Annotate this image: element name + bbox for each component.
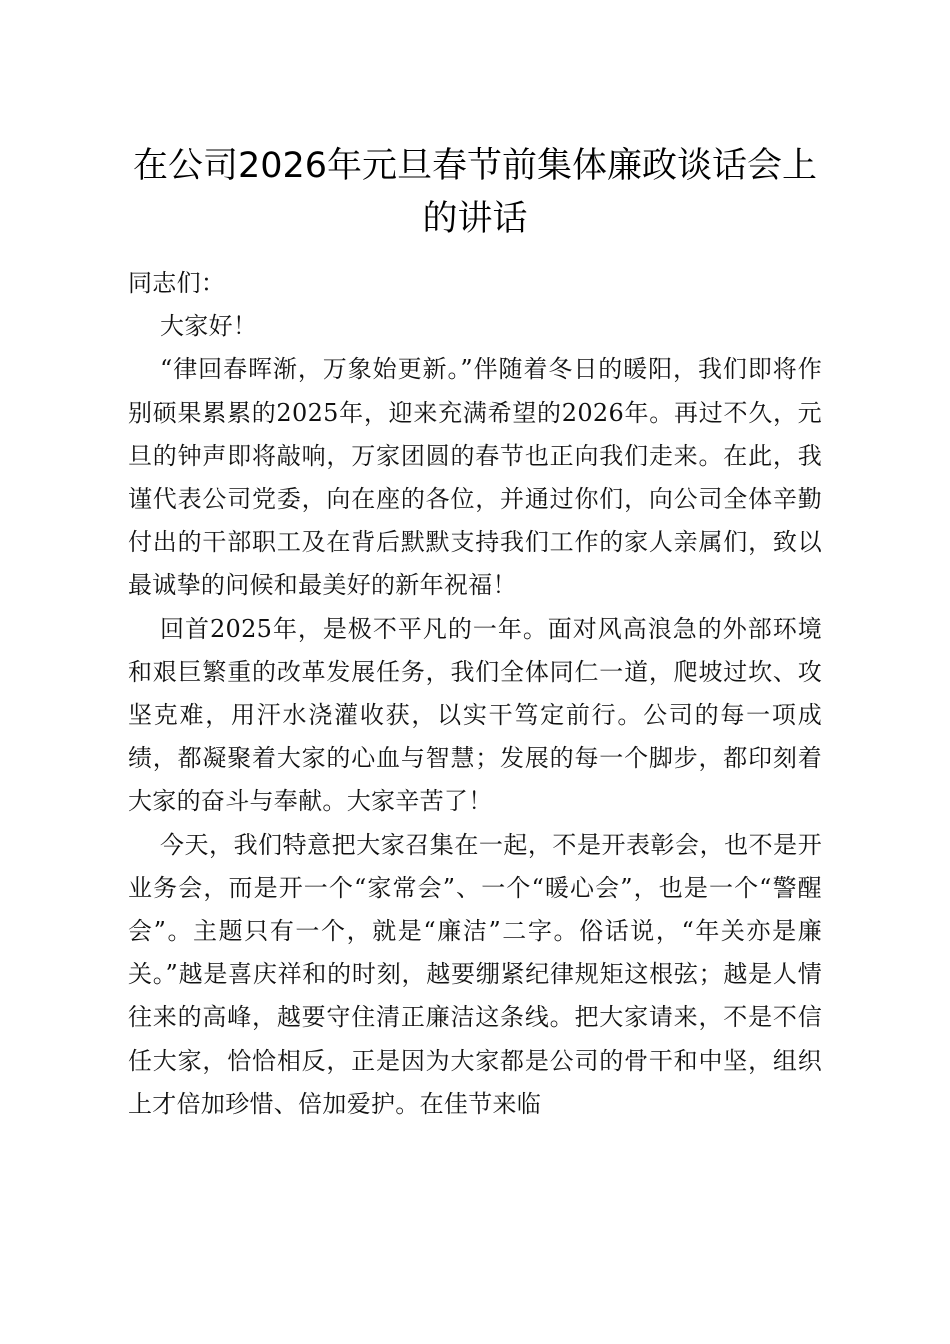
document-body xyxy=(128,262,822,1126)
salutation: 同志们： xyxy=(128,269,226,297)
paragraph-new-year-wishes: “律回春晖渐，万象始更新。”伴随着冬日的暖阳，我们即将作别硕果累累的2025年，迎来充满希望的2026年。再过不久，元旦的钟声即将敲响，万家团圆的春节也正向我们走来。在此，我谨代表公司党委，向在座的各位，并通过你们，向公司全体辛勤付出的干部职工及在背后默默支持我们工作的家人亲属们，致以最诚挚的问候和最美好的新年祝福！ xyxy=(128,355,822,600)
document-title: 在公司2026年元旦春节前集体廉政谈话会上的讲话 xyxy=(132,146,818,239)
paragraph-review-2025: 回首2025年，是极不平凡的一年。面对风高浪急的外部环境和艰巨繁重的改革发展任务，我们全体同仁一道，爬坡过坎、攻坚克难，用汗水浇灌收获，以实干笃定前行。公司的每一项成绩，都凝聚着大家的心血与智慧；发展的每一个脚步，都印刻着大家的奋斗与奉献。大家辛苦了！ xyxy=(128,614,822,816)
paragraph-integrity-theme: 今天，我们特意把大家召集在一起，不是开表彰会，也不是开业务会，而是开一个“家常会”、一个“暖心会”，也是一个“警醒会”。主题只有一个，就是“廉洁”二字。俗话说，“年关亦是廉关。”越是喜庆祥和的时刻，越要绷紧纪律规矩这根弦；越是人情往来的高峰，越要守住清正廉洁这条线。把大家请来，不是不信任大家，恰恰相反，正是因为大家都是公司的骨干和中坚，组织上才倍加珍惜、倍加爱护。在佳节来临 xyxy=(128,830,822,1118)
document-page xyxy=(128,140,822,1126)
paragraph-greeting: 大家好！ xyxy=(160,312,258,341)
